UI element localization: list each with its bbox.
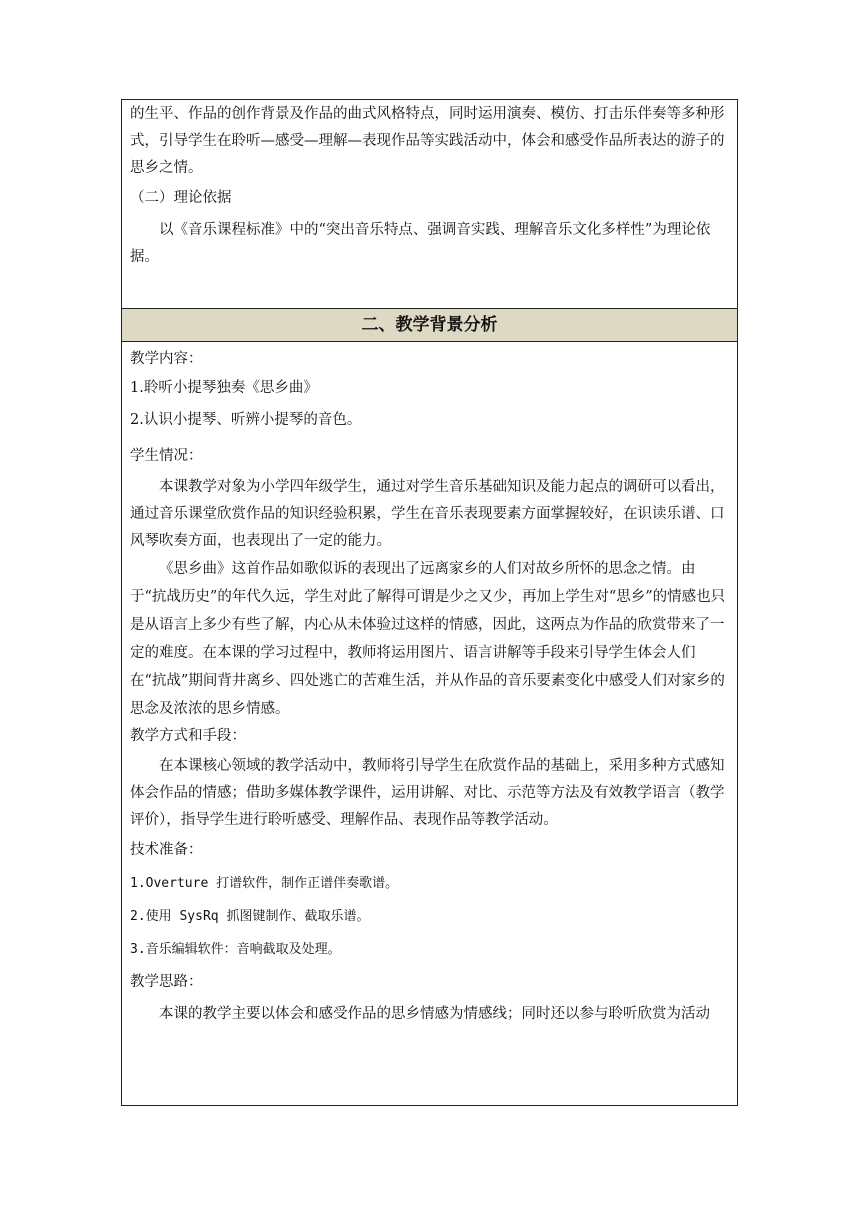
idea-label: 教学思路： — [130, 974, 203, 990]
student-paragraph: 《思乡曲》这首作品如歌似诉的表现出了远离家乡的人们对故乡所怀的思念之情。由于“抗战历史”的年代久远，学生对此了解得可谓是少之又少，再加上学生对“思乡”的情感也只是从语言上多少有些了解，内心从未体验过这样的情感，因此，这两点为作品的欣赏带来了一定的难度。在本课的学习过程中，教师将运用图片、语言讲解等手段来引导学生体会人们在“抗战”期间背井离乡、四处逃亡的苦难生活，并从作品的音乐要素变化中感受人们对家乡的思念及浓浓的思乡情感。 — [130, 561, 726, 717]
idea-paragraph: 本课的教学主要以体会和感受作品的思乡情感为情感线；同时还以参与聆听欣赏为活动 — [159, 1006, 710, 1022]
rationale-paragraph: 的生平、作品的创作背景及作品的曲式风格特点，同时运用演奏、模仿、打击乐伴奏等多种形式，引导学生在聆听—感受—理解—表现作品等实践活动中，体会和感受作品所表达的游子的思乡之情。 — [130, 106, 725, 176]
background-analysis-cell — [122, 346, 737, 1105]
tech-item: 2.使用 SysRq 抓图键制作、截取乐谱。 — [130, 909, 370, 924]
tech-label: 技术准备： — [130, 842, 203, 858]
content-item: 1.聆听小提琴独奏《思乡曲》 — [130, 380, 318, 396]
rationale-cell — [122, 101, 737, 309]
content-item: 2.认识小提琴、听辨小提琴的音色。 — [130, 412, 362, 428]
tech-item: 3.音乐编辑软件：音响截取及处理。 — [130, 942, 341, 957]
tech-item: 1.Overture 打谱软件，制作正谱伴奏歌谱。 — [130, 876, 399, 891]
content-label: 教学内容： — [130, 351, 203, 367]
section-heading: 二、教学背景分析 — [122, 309, 737, 342]
student-label: 学生情况： — [130, 448, 203, 464]
theory-paragraph: 以《音乐课程标准》中的“突出音乐特点、强调音实践、理解音乐文化多样性”为理论依据。 — [130, 222, 711, 265]
theory-subheading: （二）理论依据 — [130, 190, 232, 206]
student-paragraph: 本课教学对象为小学四年级学生，通过对学生音乐基础知识及能力起点的调研可以看出，通过音乐课堂欣赏作品的知识经验积累，学生在音乐表现要素方面掌握较好，在识读乐谱、口风琴吹奏方面，也表现出了一定的能力。 — [130, 479, 725, 549]
lesson-plan-table — [121, 99, 738, 1106]
method-paragraph: 在本课核心领域的教学活动中，教师将引导学生在欣赏作品的基础上，采用多种方式感知体会作品的情感；借助多媒体教学课件，运用讲解、对比、示范等方法及有效教学语言（教学评价），指导学生进行聆听感受、理解作品、表现作品等教学活动。 — [130, 758, 725, 828]
method-label: 教学方式和手段： — [130, 728, 246, 744]
